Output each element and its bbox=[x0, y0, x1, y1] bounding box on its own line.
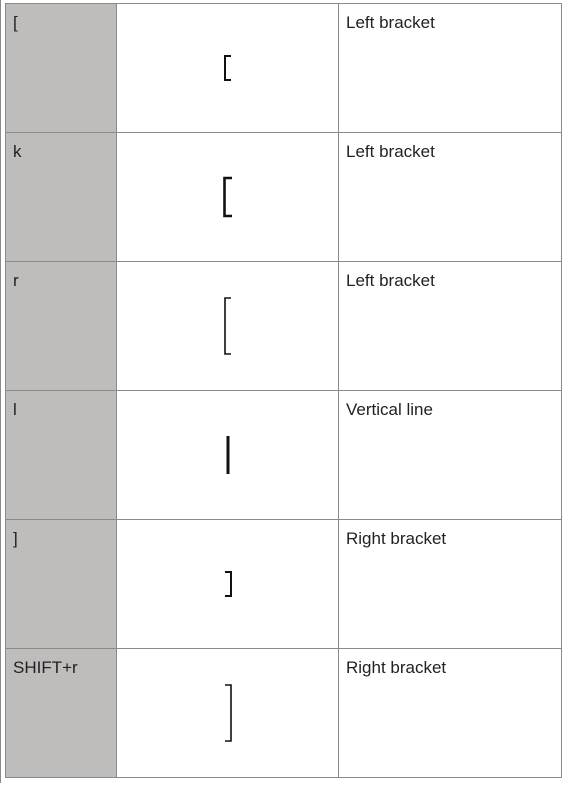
key-cell bbox=[6, 391, 117, 520]
description-label: Left bracket bbox=[346, 13, 435, 32]
vertical-line-icon bbox=[225, 436, 231, 474]
left-bracket-large-icon bbox=[223, 297, 233, 355]
description-label: Left bracket bbox=[346, 271, 435, 290]
description-cell bbox=[339, 262, 562, 391]
glyph-cell bbox=[117, 520, 339, 649]
glyph-cell bbox=[117, 391, 339, 520]
key-cell bbox=[6, 4, 117, 133]
key-label: k bbox=[13, 142, 22, 161]
table-row bbox=[6, 133, 562, 262]
key-label: SHIFT+r bbox=[13, 658, 78, 677]
right-bracket-large-icon bbox=[223, 684, 233, 742]
glyph-cell bbox=[117, 4, 339, 133]
description-label: Left bracket bbox=[346, 142, 435, 161]
right-bracket-small-icon bbox=[223, 571, 233, 597]
description-cell bbox=[339, 391, 562, 520]
key-label: l bbox=[13, 400, 17, 419]
glyph-cell bbox=[117, 133, 339, 262]
table-row bbox=[6, 520, 562, 649]
description-label: Right bracket bbox=[346, 529, 447, 548]
glyph-cell bbox=[117, 649, 339, 778]
description-cell bbox=[339, 4, 562, 133]
description-label: Right bracket bbox=[346, 658, 447, 677]
key-label: [ bbox=[13, 13, 18, 32]
key-cell bbox=[6, 262, 117, 391]
description-cell bbox=[339, 133, 562, 262]
key-cell bbox=[6, 133, 117, 262]
left-bracket-small-icon bbox=[223, 55, 233, 81]
table-row bbox=[6, 391, 562, 520]
description-cell bbox=[339, 520, 562, 649]
shortcut-table bbox=[5, 3, 562, 778]
left-bracket-medium-icon bbox=[222, 177, 234, 217]
key-label: ] bbox=[13, 529, 18, 548]
glyph-cell bbox=[117, 262, 339, 391]
key-label: r bbox=[13, 271, 19, 290]
table-row bbox=[6, 4, 562, 133]
description-label: Vertical line bbox=[346, 400, 433, 419]
description-cell bbox=[339, 649, 562, 778]
key-cell bbox=[6, 649, 117, 778]
table-row bbox=[6, 649, 562, 778]
page-edge-line bbox=[0, 0, 1, 783]
table-row bbox=[6, 262, 562, 391]
key-cell bbox=[6, 520, 117, 649]
